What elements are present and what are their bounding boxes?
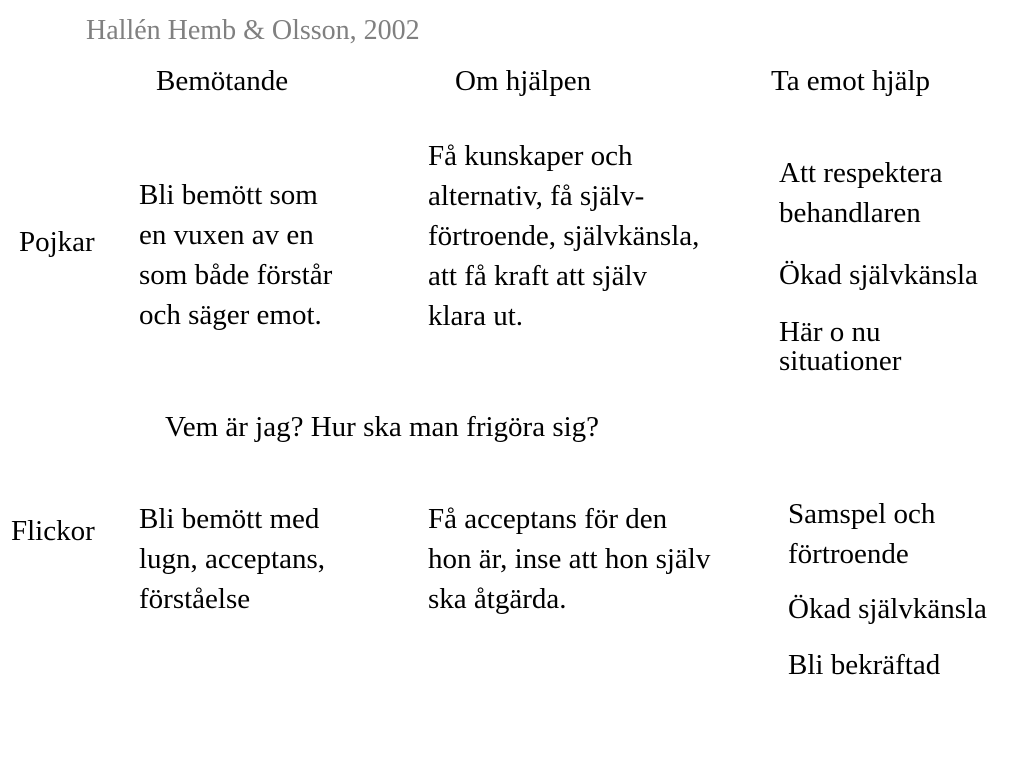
column-header-om-hjalpen: Om hjälpen	[455, 65, 592, 97]
cell-line: att få kraft att själv	[428, 260, 648, 292]
cell-line: och säger emot.	[139, 299, 322, 331]
pojkar-ta-emot-item	[779, 255, 978, 295]
cell-line: en vuxen av en	[139, 219, 314, 251]
cell-line: lugn, acceptans,	[139, 543, 326, 575]
item-line: Här o nu	[779, 316, 881, 348]
flickor-ta-emot-item	[788, 589, 987, 629]
cell-line: som både förstår	[139, 259, 333, 291]
item-line: situationer	[779, 345, 902, 377]
citation: Hallén Hemb & Olsson, 2002	[86, 15, 420, 46]
item-line: Att respektera	[779, 157, 943, 189]
cell-line: Få acceptans för den	[428, 503, 668, 535]
pojkar-ta-emot-item	[779, 318, 901, 376]
flickor-bemotande-cell	[139, 499, 325, 619]
question-text: Vem är jag? Hur ska man frigöra sig?	[165, 411, 600, 443]
row-label-flickor: Flickor	[11, 515, 95, 547]
pojkar-om-hjalpen-cell	[428, 136, 699, 336]
pojkar-ta-emot-item	[779, 153, 942, 233]
column-header-bemotande: Bemötande	[156, 65, 289, 97]
cell-line: förståelse	[139, 583, 251, 615]
cell-line: Bli bemött med	[139, 503, 320, 535]
item-line: behandlaren	[779, 197, 921, 229]
row-label-pojkar: Pojkar	[19, 226, 95, 258]
cell-line: ska åtgärda.	[428, 583, 567, 615]
cell-line: alternativ, få själv-	[428, 180, 645, 212]
flickor-om-hjalpen-cell	[428, 499, 710, 619]
cell-line: Få kunskaper och	[428, 140, 633, 172]
item-line: Bli bekräftad	[788, 649, 941, 681]
column-header-ta-emot-hjalp: Ta emot hjälp	[771, 65, 931, 97]
cell-line: hon är, inse att hon själv	[428, 543, 711, 575]
cell-line: klara ut.	[428, 300, 524, 332]
cell-line: förtroende, självkänsla,	[428, 220, 700, 252]
cell-line: Bli bemött som	[139, 179, 318, 211]
flickor-ta-emot-item	[788, 494, 935, 574]
item-line: Samspel och	[788, 498, 936, 530]
pojkar-bemotande-cell	[139, 175, 332, 335]
item-line: Ökad självkänsla	[779, 259, 978, 291]
item-line: förtroende	[788, 538, 909, 570]
flickor-ta-emot-item	[788, 645, 940, 685]
item-line: Ökad självkänsla	[788, 593, 987, 625]
